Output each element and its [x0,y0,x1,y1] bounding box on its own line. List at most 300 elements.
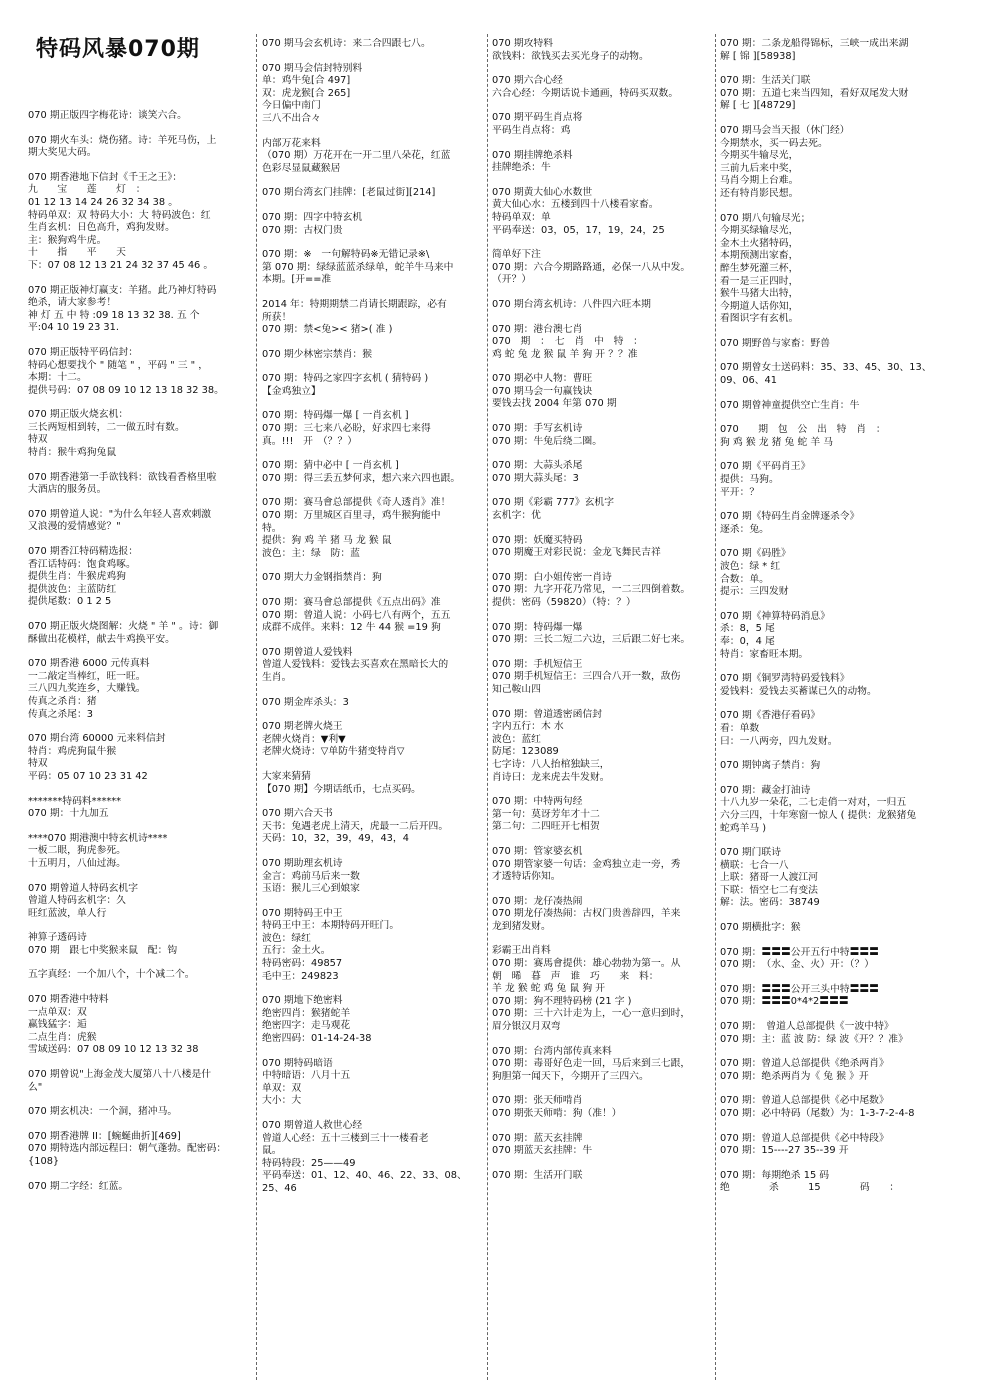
text-line: 070 期：特码爆一爆 [492,621,583,633]
text-line: 01 12 13 14 24 26 32 34 38 。 [28,196,179,208]
text-line: 波色：蓝红 [492,733,541,745]
text-line: ****070 期港澳中特玄机诗**** [28,832,168,844]
text-line: 雪域送码：07 08 09 10 12 13 32 38 [28,1044,199,1056]
text-line: 070 期：特码爆一爆 [ 一肖玄机 ] [262,410,409,422]
text-line: 平码奉送：01、12、40、46、22、33、08、 [262,1170,467,1182]
text-line: 特。 [262,522,282,534]
text-line: 070 期：牛兔后绕二圈。 [492,435,602,447]
text-block [28,546,248,609]
text-block [492,423,714,448]
text-block [492,945,714,1033]
text-block [28,994,248,1057]
text-line: 提示：三四发财 [720,586,789,598]
text-line: 070 期：龙仔凑热闹 [492,895,583,907]
text-line: 横联：七合一八 [720,859,789,871]
text-line: 绝密四字：走马观花 [262,1020,351,1032]
column-divider [715,34,716,1380]
text-line: 神算子透码诗 [28,932,87,944]
text-line: 070 期《彩霸 777》玄机字 [492,497,615,509]
text-line: 生肖玄机：日色高升，鸡狗发财。 [28,222,175,234]
text-line: 神 灯 五 中 特 :09 18 13 32 38. 五 个 [28,309,200,321]
text-block [492,535,714,560]
text-line: 070 期：二条龙船得锦标，三峡一成出来湖 [720,38,909,49]
text-block [492,150,714,175]
text-line: 防尾：123089 [492,746,559,758]
text-line: 070 期：管家婆玄机 [492,845,583,857]
text-line: 070 期大蒜头尾：3 [492,472,579,484]
text-line: 今期禁水，买一码去死。 [720,137,828,149]
text-line: 提供：马狗。 [720,474,779,486]
text-line: 070 期：三十六计走为上，一心一意归到时， [492,1008,691,1020]
text-line: 070 期：蓝天玄挂牌 [492,1132,583,1144]
text-line: 070 期：港台澳七肖 [492,323,583,335]
text-line: 070 期二字经：红蓝。 [28,1180,129,1192]
text-line: 070 期：生活开门联 [492,1169,583,1181]
text-block [262,647,484,685]
text-line: 070 期曾神童提供空亡生肖：牛 [720,399,860,411]
text-line: 070 期香港牌 II：[蜿蜒曲折][469] [28,1130,181,1142]
text-line: 070 期曾道人救世心经 [262,1120,363,1131]
text-line: 平码：05 07 10 23 31 42 [28,770,148,782]
text-line: 内部万花来料 [262,137,321,149]
text-block [262,1120,484,1196]
text-line: 知己鞍山四 [492,683,541,695]
text-block [492,1170,714,1183]
text-block [720,710,958,748]
text-line: 070 期特码王中王 [262,907,343,919]
text-line: 绝密四码：01-14-24-38 [262,1033,372,1045]
text-line: 绝杀，请大家参考！ [28,297,117,309]
text-block [720,673,958,698]
text-line: 三八不出合々 [262,112,321,124]
text-block [720,1170,958,1195]
text-block [28,796,248,821]
text-block [720,760,958,773]
text-line: 看图识字有玄机。 [720,313,799,325]
text-line: 提供：狗 鸡 羊 猪 马 龙 猴 鼠 [262,535,392,547]
text-line: 070 期香港中特料 [28,994,109,1006]
text-block [492,1095,714,1120]
text-line: 特肖：家畜旺本期。 [720,648,809,660]
text-line: 波色：主：绿 防：蓝 [262,547,360,559]
text-line: 070 期：古权门贵 [262,224,343,236]
text-block [28,658,248,721]
text-line: （070 期）万花开在一开二里八朵花，红蓝 [262,150,451,162]
text-line: 070 期横批字：猴 [720,922,801,934]
text-line: 070 期：猜中必中 [ 一肖玄机 ] [262,460,399,472]
text-line: 070 期少林密宗禁肖：猴 [262,348,372,360]
text-line: 传真之杀尾：3 [28,708,94,720]
text-line: 第二句：二四旺开七相贺 [492,821,600,833]
text-block [262,858,484,896]
text-line: 070 期：十九加五 [28,808,109,820]
text-line: 070 期手机短信王：三四合八开一数，敌伤 [492,671,681,683]
text-block [262,497,484,560]
text-line: 特码王中王：本期特码开旺门。 [262,920,400,932]
text-line: 一板二眼，狗虎参死。 [28,845,126,857]
text-line: 提供尾数：0 1 2 5 [28,596,112,608]
text-block [262,995,484,1045]
text-line: 挂牌绝杀：牛 [492,162,551,174]
text-block [492,249,714,287]
text-line: 十 指 平 天 [28,247,126,259]
text-line: 波色：绿 * 红 [720,561,781,572]
text-line: 玉语：猴儿三心到娘家 [262,883,360,895]
text-line: 070 期管家婆一句话：金鸡独立走一旁，秀 [492,858,681,870]
text-line: 070 期：曾道人总部提供《必中特段》 [720,1132,889,1144]
text-line: 眉分银汉月双弯 [492,1021,561,1033]
text-line: 070 期马会一句赢钱诀 [492,385,593,397]
text-line: 070 期 ： 七 肖 中 特 ： [492,336,643,348]
text-line: 十八九岁一朵花，二七走俏一对对，一归五 [720,797,907,809]
text-line: 070 期：毒哥好色走一回，马后来到三七跟， [492,1058,691,1070]
text-line: 070 期火车头：烧伤猪。诗：羊死马伤，上 [28,134,217,146]
text-block [720,461,958,499]
text-line: 070 期香港地下信封《千王之王》： [28,171,183,183]
text-line: 070 期：曾道人总部提供《绝杀两肖》 [720,1058,889,1070]
text-line: 特双 [28,758,48,770]
text-line: 070 期台湾 60000 元来料信封 [28,733,166,745]
text-block [262,721,484,759]
text-line: 九 宝 莲 灯 ： [28,184,146,196]
text-line: 朝 晞 暮 声 谁 巧 来 料： [492,970,659,982]
text-block [28,172,248,273]
text-block [492,796,714,834]
text-line: 070 期：张天师啃肖 [492,1095,583,1107]
text-line: 070 期：每期绝杀 15 码 [720,1169,830,1181]
text-block [262,138,484,176]
text-block [492,299,714,312]
text-line: 070 期：赛馬會提供：雄心勃勃为第一。从 [492,958,681,970]
text-block [262,410,484,448]
text-line: 酥做出花模样，献去牛鸡换平安。 [28,633,175,645]
column-3 [492,38,714,1378]
text-line: 070 期曾道人特码玄机字 [28,882,138,894]
text-block [492,709,714,785]
text-line: 毛中王：249823 [262,970,339,982]
text-line: 070 期马会信封特别料 [262,62,363,74]
text-line: 鼠。 [262,1145,282,1157]
text-block [262,349,484,362]
text-block [28,1106,248,1119]
text-line: 070 期： 曾道人总部提供《一波中特》 [720,1021,894,1033]
text-line: 070 期正版火烧玄机： [28,409,129,421]
text-line: 解 [ 七 ][48729] [720,100,796,112]
page-title: 特码风暴070期 [36,37,200,62]
text-block [492,497,714,522]
text-line: 070 期 包 公 出 特 肖 ： [720,424,886,436]
text-line: 特码特段：25——49 [262,1157,356,1169]
text-line: 真。!!! 开 （？？） [262,435,358,447]
text-line: 六分三四，十年寒窗一惊人 ( 提供：龙猴猪兔 [720,809,917,821]
text-block [492,659,714,697]
text-line: 才透特话你知。 [492,871,561,883]
text-line: 平开：？ [720,486,760,498]
text-block [720,424,958,449]
text-line: 提供：密码（59820）（特：？） [492,597,636,608]
text-line: {108} [28,1156,60,1167]
text-line: 070 期钟离子禁肖：狗 [720,760,821,772]
text-line: 合数：单。 [720,573,769,585]
text-line: 鸡 蛇 兔 龙 猴 鼠 羊 狗 开 ？？准 [492,348,638,360]
text-line: 070 期正版特平码信封： [28,346,138,358]
text-line: 杀：8，5 尾 [720,623,775,635]
text-line: 25、46 [262,1182,297,1194]
text-line: 特码单双：单 [492,211,551,223]
text-line: 070 期正版四字梅花诗：谈笑六合。 [28,110,187,121]
text-line: 070 期：大蒜头杀尾 [492,460,583,472]
text-line: 特双 [28,434,48,446]
text-block [720,75,958,113]
text-line: 猴牛马猪大出特， [720,288,799,300]
text-block [262,1058,484,1108]
text-line: 本期预测出家畜， [720,250,799,262]
text-line: 三前九后来中奖， [720,162,799,174]
text-block [28,135,248,160]
text-line: 彩霸王出肖料 [492,945,551,957]
text-block [492,460,714,485]
text-line: 070 期 跟七中奖猴来鼠 配：钩 [28,944,178,956]
text-line: 醉生梦死灌三杯， [720,262,799,274]
text-line: 070 期：主：蓝 波 防：绿 波《开？？准》 [720,1033,908,1045]
text-line: 070 期：狗不理特码榜 (21 字 ) [492,995,632,1007]
text-block [720,1133,958,1158]
text-block [492,38,714,63]
text-block [262,597,484,635]
text-line: 平:04 10 19 23 31. [28,322,119,334]
text-line: 大小：大 [262,1095,302,1107]
text-line: 逐杀：兔。 [720,523,769,535]
text-line: 第一句：莫讶芳年才十二 [492,808,600,820]
text-line: 奉：0，4 尾 [720,635,775,647]
text-block [492,846,714,884]
text-line: 单：鸡牛兔[合 497] [262,75,351,87]
text-line: 所获！ [262,311,292,323]
text-line: 070 期：特码之家四字玄机 ( 猜特码 ) [262,373,429,385]
text-line: 十五明月，八仙过海。 [28,857,126,869]
text-line: 五行：金土火。 [262,945,331,957]
text-block [28,110,248,123]
text-block [262,771,484,796]
text-line: 070 期：赛马會总部提供《奇人透肖》准！ [262,497,451,509]
text-line: 070 期：绝杀两肖为《 兔 猴 》开 [720,1070,869,1082]
text-block [492,187,714,237]
text-line: 中特暗语：八月十五 [262,1070,351,1082]
text-block [492,112,714,137]
text-line: 今日偏中南门 [262,100,321,112]
text-block [28,472,248,497]
text-block [720,922,958,935]
text-line: 070 期：三长二短二六边，三后跟二好七来。 [492,634,691,646]
text-line: 070 期：曾道人总部提供《必中尾数》 [720,1095,889,1107]
text-line: 提供生肖：牛猴虎鸡狗 [28,571,126,583]
text-line: 070 期大力金钢指禁肖：狗 [262,572,382,584]
text-line: 070 期：必中特码（尾数）为：1-3-7-2-4-8 [720,1108,915,1119]
text-block [720,1021,958,1046]
text-line: 070 期老牌火烧王 [262,721,343,733]
text-block [28,932,248,957]
text-line: 070 期曾道人爱钱料 [262,646,353,658]
text-line: 香江话特码：饱食鸡啄。 [28,558,136,570]
text-block [262,63,484,126]
text-line: 070 期平码生肖点将 [492,112,583,124]
text-line: 解 [ 锦 ][58938] [720,50,796,62]
text-line: 070 期曾女士送码料：35、33、45、30、13、 [720,362,932,374]
text-line: 今期买牛输尽光， [720,150,799,162]
text-line: 070 期：藏金打油诗 [720,784,811,796]
column-1 [28,36,248,1378]
text-line: 单双：双 [262,1082,302,1094]
column-2 [262,38,484,1378]
text-line: 三八四九奖连乡，大赚钱。 [28,683,146,695]
text-line: 平码奉送：03，05，17，19，24，25 [492,224,665,236]
text-line: 老牌火烧肖：▼利▼ [262,733,346,745]
text-line: 解：法。密码：38749 [720,897,820,909]
text-line: 要钱去找 2004 年第 070 期 [492,398,617,410]
text-line: 2014 年：特期期禁二肖请长期跟踪，必有 [262,298,447,310]
text-line: 大家来猜猜 [262,770,311,782]
text-line: 070 期地下绝密料 [262,995,343,1007]
text-block [28,1181,248,1194]
text-line: 大酒店的服务员。 [28,484,107,496]
text-line: 提供号码：07 08 09 10 12 13 18 32 38。 [28,384,224,396]
text-line: 成群不成伴。来料：12 牛 44 猴 =19 狗 [262,622,441,634]
text-block [492,373,714,411]
text-line: 070 期魔王对彩民说：金龙飞舞民吉祥 [492,547,661,559]
text-line: 070 期八句输尽光； [720,212,811,224]
text-block [720,548,958,598]
text-block [262,908,484,984]
text-block [720,125,958,201]
text-line: 黄大仙心水：五楼到四十八楼看家畜。 [492,199,659,211]
text-block [720,984,958,1009]
text-block [720,213,958,326]
text-line: 又浪漫的爱情感觉？" [28,521,121,533]
text-line: 070 期正版神灯赢支：羊猪。此乃神灯特码 [28,284,217,296]
text-block [28,969,248,982]
text-line: 么" [28,1081,43,1093]
text-block [720,362,958,387]
text-block [262,460,484,485]
text-line: 070 期张天师啃：狗（准！） [492,1108,622,1119]
text-line: 070 期曾说"上海金茂大厦第八十八楼是什 [28,1069,212,1081]
text-block [492,1133,714,1158]
text-line: 狗 鸡 猴 龙 猪 兔 蛇 羊 马 [720,436,834,448]
text-line: 070 期门联诗 [720,847,782,859]
column-4 [720,38,958,1378]
text-line: 下联：悟空七二有变法 [720,884,818,896]
text-line: 070 期：15----27 35--39 开 [720,1145,849,1157]
text-line: 070 期：〓〓〓0*4*2〓〓〓 [720,996,849,1008]
text-line: 波色：绿红 [262,932,311,944]
text-block [262,38,484,51]
column-divider [256,34,257,1380]
text-line: 070 期助理玄机诗 [262,857,343,869]
text-line: 070 期：禁<兔>< 猪>( 准 ) [262,324,393,336]
text-line: 070 期：手写玄机诗 [492,423,583,435]
text-line: 070 期：台湾内部传真来料 [492,1045,612,1057]
text-line: 070 期：〓〓〓公开三头中特〓〓〓 [720,983,879,995]
text-line: 上联：猪哥一人渡江河 [720,872,818,884]
text-line: 看一是三正四时， [720,275,799,287]
text-block [720,400,958,413]
text-line: 还有特肖影民想。 [720,187,799,199]
text-line: 龙到猪发财。 [492,920,551,932]
text-line: 070 期《码胜》 [720,548,791,560]
text-line: 070 期：〓〓〓公开五行中特〓〓〓 [720,946,879,958]
text-block [28,733,248,783]
text-line: 070 期《特码生肖金牌逐杀令》 [720,511,860,523]
text-line: 字内五行：木 水 [492,721,564,733]
text-block [492,622,714,647]
text-block [720,785,958,835]
text-line: 070 期曾道人说："为什么年轻人喜欢刺激 [28,508,212,520]
text-line: 070 期马会玄机诗：来二合四跟七八。 [262,38,431,49]
text-block [28,409,248,459]
text-line: 070 期：手机短信王 [492,658,583,670]
text-block [720,338,958,351]
text-block [28,1069,248,1094]
text-line: 传真之杀肖：猪 [28,695,97,707]
text-block [262,249,484,287]
text-line: 070 期：三七来八必盼，好求四七来得 [262,423,431,435]
text-block [262,187,484,200]
text-block [720,38,958,63]
text-line: 第 070 期：绿绿蓝蓝杀绿单，蛇羊牛马来中 [262,261,454,273]
text-line: 070 期蓝天玄挂牌：牛 [492,1145,593,1157]
text-line: 曾道人心经：五十三楼到三十一楼看老 [262,1132,429,1144]
text-line: 本期：十二。 [28,372,87,384]
text-line: 070 期攻特料 [492,38,554,49]
text-line: 爱钱料：爱钱去买蓄谋已久的动物。 [720,685,877,697]
text-line: 特码单双：双 特码大小：大 特码波色：红 [28,209,211,221]
text-block [720,847,958,910]
text-line: 二点生肖：虎猴 [28,1031,97,1043]
text-line: 特肖：鸡虎狗鼠牛猴 [28,745,117,757]
text-line: 070 期：曾道透密函信封 [492,708,602,720]
text-line: 特码心想要找个 " 随笔 " ，平码 " 三 " ， [28,359,209,371]
text-line: 070 期《香港仔看码》 [720,710,821,722]
column-divider [487,34,488,1380]
text-block [28,833,248,871]
text-block [28,1131,248,1169]
text-line: 玄机字：优 [492,510,541,522]
text-line: 下：07 08 12 13 21 24 32 37 45 46 。 [28,259,214,271]
text-line: 绝 杀 15 码 ： [720,1182,900,1194]
text-block [262,212,484,237]
text-block [262,697,484,710]
text-line: 070 期香港 6000 元传真料 [28,658,150,670]
text-line: 070 期马会当天报（休门经） [720,124,850,136]
text-line: 主：猴狗鸡牛虎。 [28,234,107,246]
text-line: 今期道人话你知， [720,300,799,312]
text-line: 提供波色：主蓝防红 [28,583,117,595]
text-line: 070 期：生活关门联 [720,75,811,87]
text-line: 070 期六合心经 [492,75,563,87]
text-line: 070 期特选内部远程曰：朝气蓬勃。配密码： [28,1143,227,1155]
text-line: 070 期：赛马會总部提供《五点出码》准 [262,597,441,608]
text-line: 天书：兔遇老虎上清天，虎最一二后开四。 [262,820,449,832]
text-line: 070 期： （水、金、火）开：（？） [720,959,875,971]
text-line: 蛇鸡羊马 ) [720,822,767,834]
text-line: 070 期玄机决：一个洞，猪冲马。 [28,1106,178,1118]
text-line: （开？） [492,274,532,286]
text-line: 曾道人特码玄机字：久 [28,895,126,907]
text-line: 070 期必中人物：曹旺 [492,373,593,385]
text-line: *******特码料****** [28,795,122,807]
text-line: 看：单数 [720,722,760,734]
text-line: 狗胆第一闻天下，今期开了三四六。 [492,1070,649,1082]
